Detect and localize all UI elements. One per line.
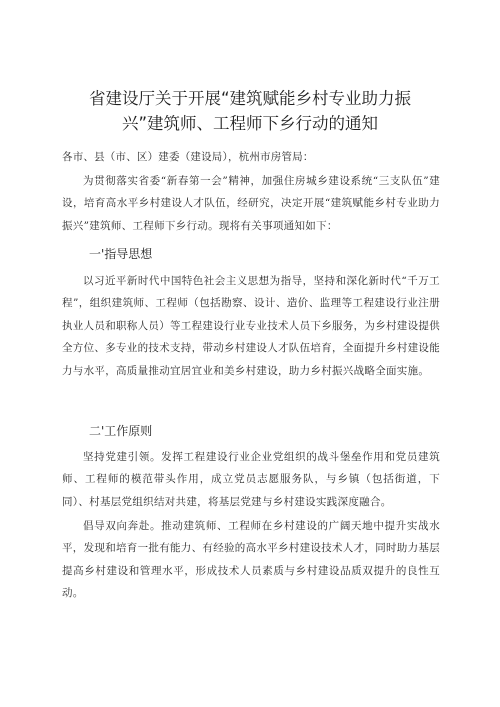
section-1-heading: 一'指导思想: [89, 247, 153, 261]
section-2-paragraph-1: 坚持党建引领。发挥工程建设行业企业党组织的战斗堡垒作用和党员建筑师、工程师的模范带头作用，成立党员志愿服务队，与乡镇（包括街道，下同）、村基层党组织结对共建，将基层党建与乡村建设实践深度融合。: [62, 451, 440, 508]
section-2-heading: 二'工作原则: [89, 424, 153, 438]
title-line-1: 省建设厅关于开展“建筑赋能乡村专业助力振: [88, 89, 412, 108]
section-1-body: 以习近平新时代中国特色社会主义思想为指导，坚持和深化新时代“千万工程”，组织建筑师、工程师（包括勘察、设计、造价、监理等工程建设行业注册执业人员和职称人员）等工程建设行业专业技术人员下乡服务，为乡村建设提供全方位、多专业的技术支持，带动乡村建设人才队伍培育，全面提升乡村建设能力与水平，高质量推动宜居宜业和美乡村建设，助力乡村振兴战略全面实施。: [62, 275, 440, 377]
salutation: 各市、县（市、区）建委（建设局），杭州市房管局：: [62, 151, 314, 163]
intro-paragraph: 为贯彻落实省委“新春第一会”精神，加强住房城乡建设系统“三支队伍”建设，培育高水平乡村建设人才队伍，经研究，决定开展“建筑赋能乡村专业助力振兴”建筑师、工程师下乡行动。现将有关事项通知如下：: [62, 175, 440, 232]
document-title: [60, 86, 440, 136]
section-2-paragraph-2: 倡导双向奔赴。推动建筑师、工程师在乡村建设的广阔天地中提升实战水平，发现和培育一批有能力、有经验的高水平乡村建设技术人才，同时助力基层提高乡村建设和管理水平，形成技术人员素质与乡村建设品质双提升的良性互动。: [62, 520, 440, 600]
title-line-2: 兴”建筑师、工程师下乡行动的通知: [121, 114, 379, 133]
